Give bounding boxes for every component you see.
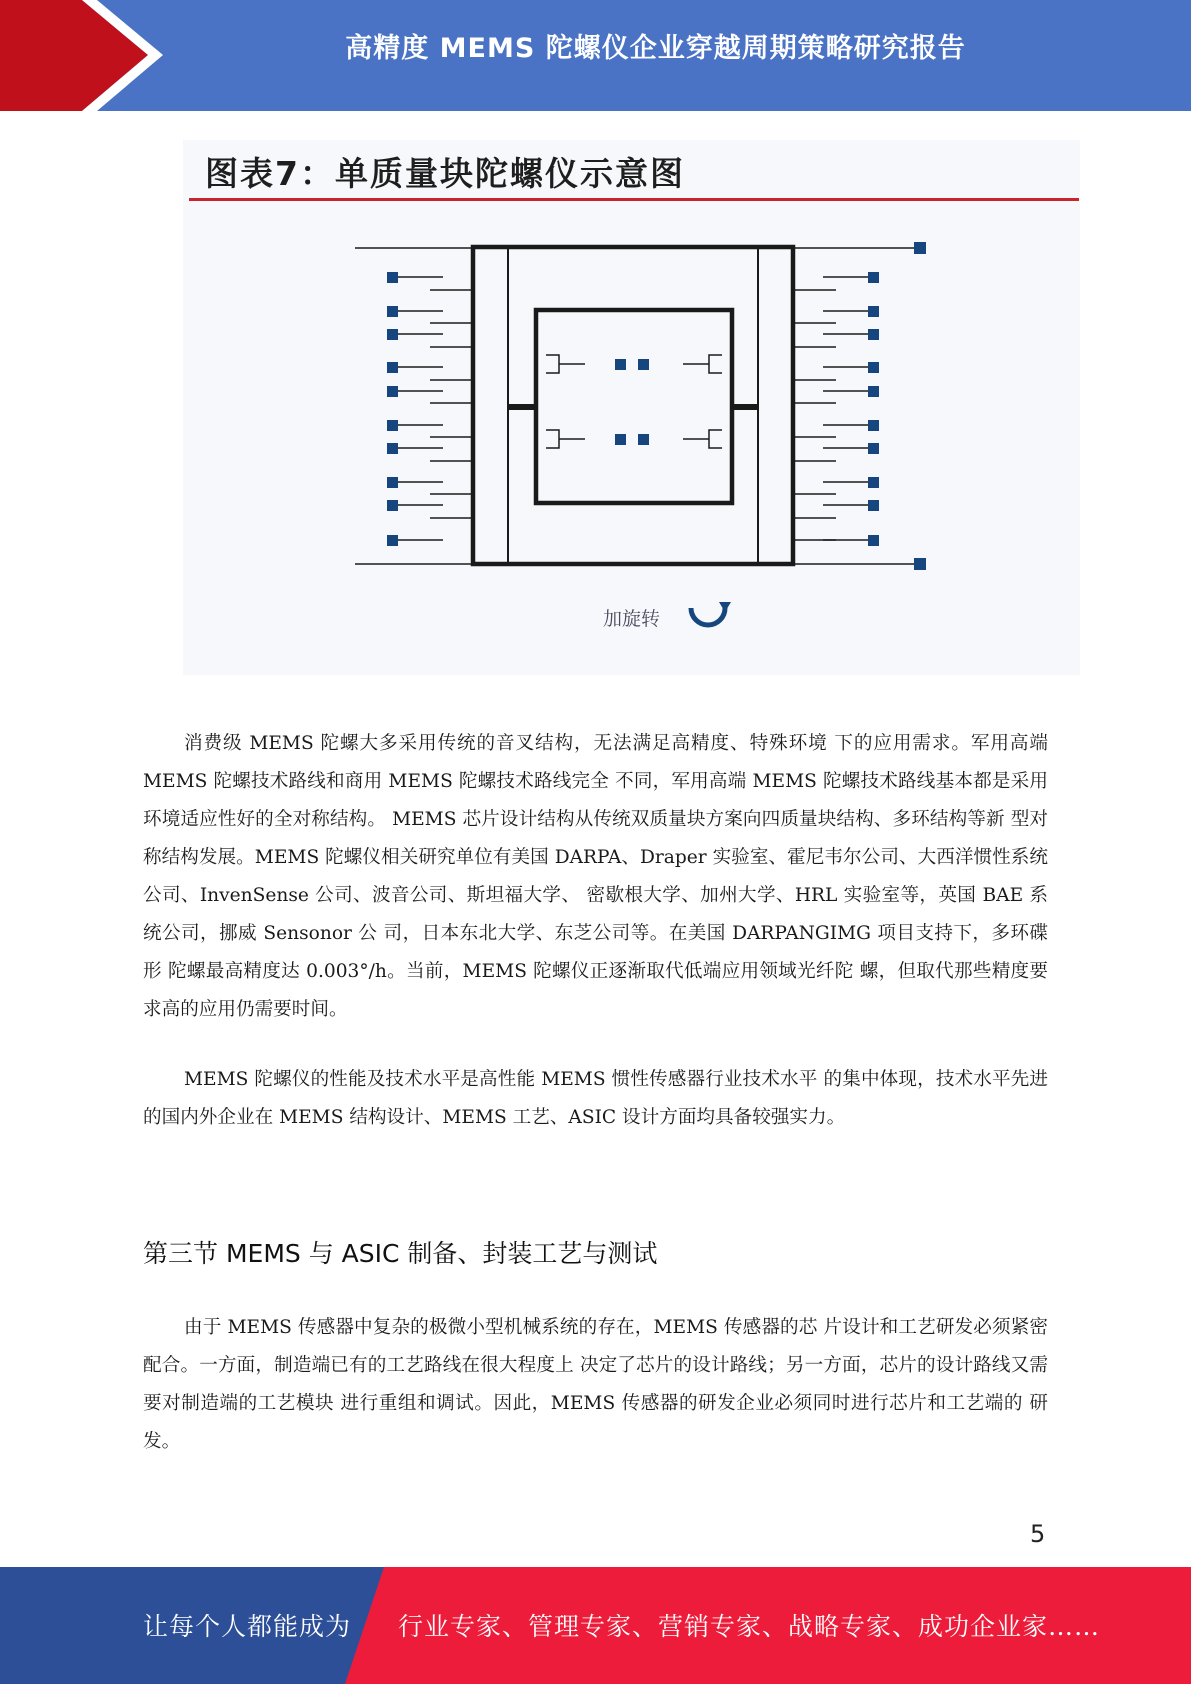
paragraph-mems-performance: MEMS 陀螺仪的性能及技术水平是高性能 MEMS 惯性传感器行业技术水平 的集中体现，技术水平先进的国内外企业在 MEMS 结构设计、MEMS 工艺、ASIC 设计方面均具备较强实力。 [143,1069,1048,1128]
header-red-arrow [0,0,148,111]
paragraph-mems-gyro-routes: 消费级 MEMS 陀螺大多采用传统的音叉结构，无法满足高精度、特殊环境 下的应用需求。军用高端 MEMS 陀螺技术路线和商用 MEMS 陀螺技术路线完全 不同，军用高端 MEMS 陀螺技术路线基本都是采用环境适应性好的全对称结构。 MEMS 芯片设计结构从传统双质量块方案向四质量块结构、多环结构等新 型对称结构发展。MEMS 陀螺仪相关研究单位有美国 DARPA、Draper 实验室、霍尼韦尔公司、大西洋惯性系统公司、InvenSense 公司、波音公司、斯坦福大学、 密歇根大学、加州大学、HRL 实验室等，英国 BAE 系统公司，挪威 Sensonor 公 司，日本东北大学、东芝公司等。在美国 DARPANGIMG 项目支持下，多环碟形 陀螺最高精度达 0.003°/h。当前，MEMS 陀螺仪正逐渐取代低端应用领域光纤陀 螺，但取代那些精度要求高的应用仍需要时间。 [143,733,1048,1020]
inner-proof-mass [536,310,732,503]
footer-slogan-right: 行业专家、管理专家、营销专家、战略专家、成功企业家…… [398,1612,1101,1641]
electrode-pads [387,242,926,570]
page-number: 5 [1030,1520,1046,1548]
page-header [0,0,1191,111]
paragraph-section-intro: 由于 MEMS 传感器中复杂的极微小型机械系统的存在，MEMS 传感器的芯 片设计和工艺研发必须紧密配合。一方面，制造端已有的工艺路线在很大程度上 决定了芯片的设计路线；另一方面，芯片的设计路线又需要对制造端的工艺模块 进行重组和调试。因此，MEMS 传感器的研发企业必须同时进行芯片和工艺端的 研发。 [143,1317,1048,1452]
report-title: 高精度 MEMS 陀螺仪企业穿越周期策略研究报告 [345,33,966,64]
footer-slogan-left: 让每个人都能成为 [143,1612,352,1641]
left-comb-fingers [393,277,473,540]
right-comb-fingers [793,277,873,540]
comb-top-left [546,355,585,373]
comb-top-right [683,355,722,373]
figure-title: 图表7：单质量块陀螺仪示意图 [205,154,685,193]
section-heading: 第三节 MEMS 与 ASIC 制备、封装工艺与测试 [143,1239,658,1268]
figure-7 [183,140,1080,675]
rotation-label: 加旋转 [603,608,661,630]
comb-bottom-right [683,430,722,448]
gyroscope-diagram [183,140,1080,675]
rotation-arrow-icon [691,602,731,625]
page-footer [0,1567,1191,1684]
comb-bottom-left [546,430,585,448]
